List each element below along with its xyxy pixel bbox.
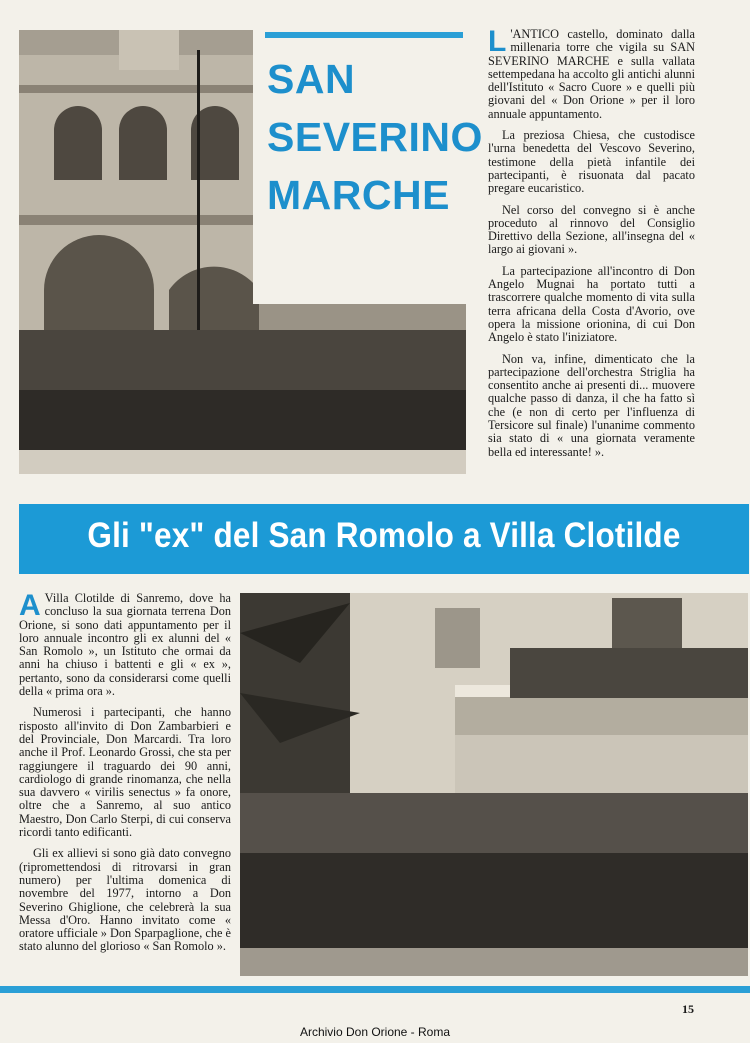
archive-label: Archivio Don Orione - Roma: [299, 1025, 451, 1039]
paragraph: La preziosa Chiesa, che custodisce l'urna benedetta del Vescovo Severino, testimone della pietà infantile dei partecipanti, è risuonata dal pacato pregare eucaristico.: [488, 128, 695, 196]
dropcap-l: L: [488, 25, 507, 58]
headline: Gli "ex" del San Romolo a Villa Clotilde: [87, 516, 681, 555]
title-line-2: SEVERINO: [267, 114, 483, 160]
title-panel: [253, 30, 483, 304]
bottom-accent-rule: [0, 986, 750, 993]
title-line-1: SAN: [267, 56, 356, 102]
bottom-article-text: [19, 589, 231, 962]
paragraph: Villa Clotilde di Sanremo, dove ha concluso la sua giornata terrena Don Orione, si sono dati appuntamento per il loro annuale incontro gli ex alunni del « San Romolo », un Istituto che ormai da anni ha chiuso i battenti e gli « ex », pertanto, sono da considerarsi come quelli della « prima ora ».: [19, 591, 231, 699]
top-article-text: [488, 25, 695, 467]
paragraph: Numerosi i partecipanti, che hanno risposto all'invito di Don Zambarbieri e del Provinciale, Don Marcardi. Tra loro anche il Prof. Leonardo Grossi, che sta per raggiungere il traguardo dei 90 anni, cardiologo di grande rinomanza, che nella sua davvero « virilis senectus » fa onore, oltre che a Sanremo, al suo antico Maestro, Don Carlo Sterpi, di cui conserva ricordi tanto edificanti.: [19, 705, 231, 840]
paragraph: 'ANTICO castello, dominato dalla millenaria torre che vigila su SAN SEVERINO MARCHE e sulla vallata settempedana ha accolto gli antichi alunni dell'Istituto « Sacro Cuore » e quelli più giovani del « Don Orione » per il loro annuale appuntamento.: [488, 27, 695, 121]
page-number: 15: [682, 1002, 694, 1016]
paragraph: Gli ex allievi si sono già dato convegno (ripromettendosi di ritrovarsi in gran numero) per l'ultima domenica di novembre del 1977, intorno a Don Severino Ghiglione, che celebrerà la sua Messa d'Oro. Hanno invitato come « oratore ufficiale » Don Sparpaglione, che è stato alunno del glorioso « San Romolo ».: [19, 846, 231, 954]
headline-banner: [19, 504, 749, 574]
title-line-3: MARCHE: [267, 172, 450, 218]
dropcap-a: A: [19, 589, 41, 622]
title-accent-bar: [265, 32, 463, 38]
paragraph: La partecipazione all'incontro di Don Angelo Mugnai ha portato tutti a trascorrere qualche momento di vita sulla terra africana della Costa d'Avorio, ove opera la missione orionina, di cui Don Angelo è stato l'iniziatore.: [488, 263, 695, 345]
group-photo-villa-clotilde: [240, 593, 748, 976]
article-title: [267, 50, 483, 224]
paragraph: Nel corso del convegno si è anche proceduto al rinnovo del Consiglio Direttivo della Sezione, all'insegna del « largo ai giovani ».: [488, 202, 695, 257]
paragraph: Non va, infine, dimenticato che la partecipazione dell'orchestra Striglia ha consentito anche ai presenti di... muovere qualche passo di danza, il che ha fatto sì che (e non di certo per l'influenza di Tersicore sul finale) l'unanime commento sia stato di « una giornata veramente bella ed interessante! ».: [488, 351, 695, 459]
